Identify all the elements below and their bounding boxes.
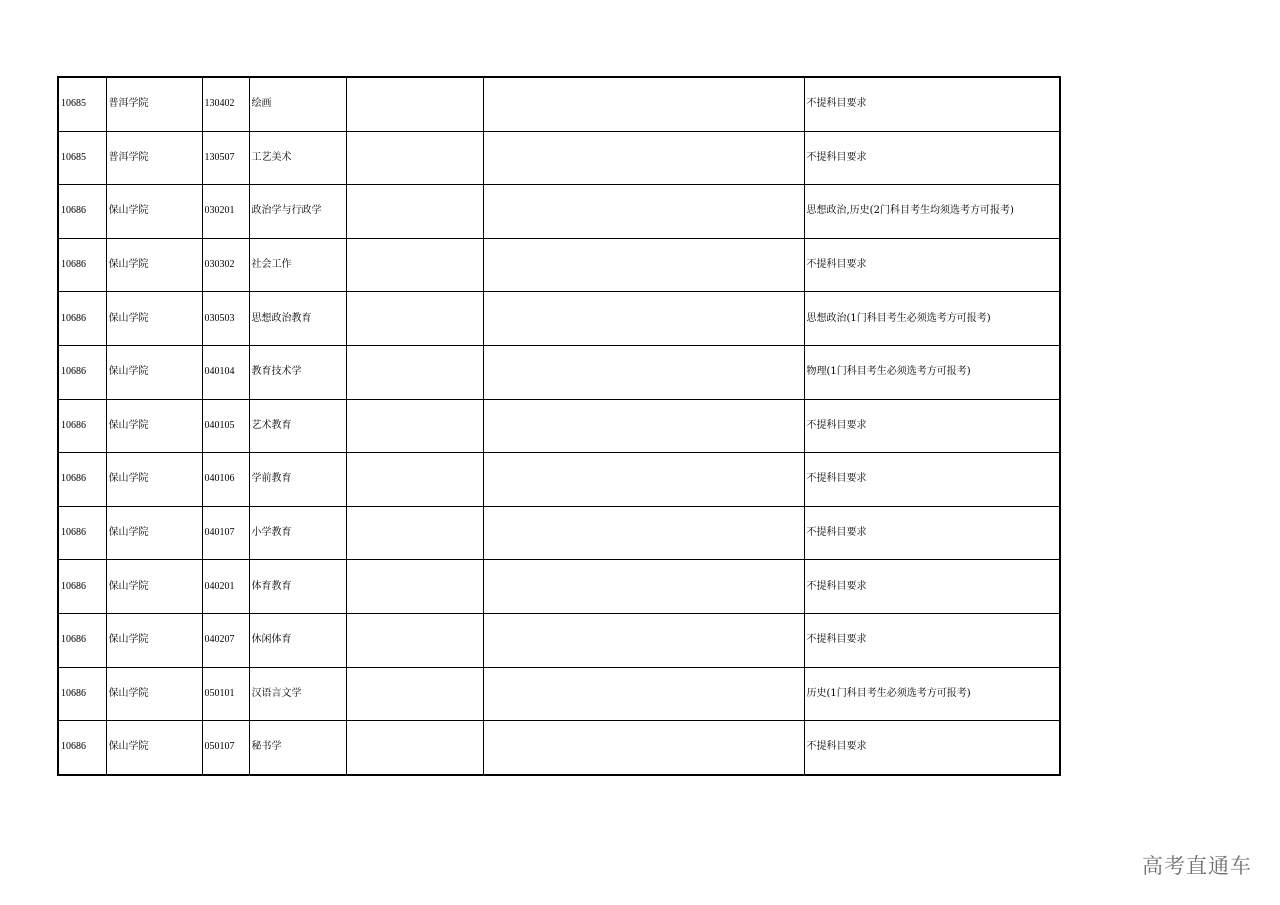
major-name-cell: 秘书学 xyxy=(249,721,346,775)
blank-cell-a xyxy=(346,399,483,453)
blank-cell-b xyxy=(483,399,804,453)
major-code-cell: 040105 xyxy=(202,399,249,453)
major-code-cell: 130507 xyxy=(202,131,249,185)
table-row xyxy=(58,238,1060,292)
subject-requirement-cell: 不提科目要求 xyxy=(804,453,1060,507)
major-name-cell: 汉语言文学 xyxy=(249,667,346,721)
blank-cell-a xyxy=(346,506,483,560)
table-row xyxy=(58,506,1060,560)
blank-cell-a xyxy=(346,292,483,346)
table-row xyxy=(58,453,1060,507)
table-row xyxy=(58,613,1060,667)
school-code-cell: 10685 xyxy=(58,77,106,131)
major-name-cell: 体育教育 xyxy=(249,560,346,614)
school-code-cell: 10686 xyxy=(58,453,106,507)
subject-requirement-cell: 历史(1门科目考生必须选考方可报考) xyxy=(804,667,1060,721)
school-code-cell: 10686 xyxy=(58,667,106,721)
blank-cell-a xyxy=(346,613,483,667)
major-name-cell: 教育技术学 xyxy=(249,345,346,399)
major-code-cell: 040201 xyxy=(202,560,249,614)
blank-cell-b xyxy=(483,77,804,131)
blank-cell-a xyxy=(346,453,483,507)
blank-cell-b xyxy=(483,721,804,775)
blank-cell-a xyxy=(346,345,483,399)
blank-cell-b xyxy=(483,185,804,239)
blank-cell-a xyxy=(346,238,483,292)
school-name-cell: 保山学院 xyxy=(106,238,202,292)
school-code-cell: 10686 xyxy=(58,613,106,667)
table-row xyxy=(58,560,1060,614)
blank-cell-b xyxy=(483,506,804,560)
school-name-cell: 保山学院 xyxy=(106,185,202,239)
major-name-cell: 工艺美术 xyxy=(249,131,346,185)
table-body xyxy=(58,77,1060,775)
major-code-cell: 030201 xyxy=(202,185,249,239)
major-code-cell: 130402 xyxy=(202,77,249,131)
major-name-cell: 思想政治教育 xyxy=(249,292,346,346)
subject-requirement-cell: 不提科目要求 xyxy=(804,399,1060,453)
school-code-cell: 10686 xyxy=(58,721,106,775)
watermark-text: 高考直通车 xyxy=(1142,854,1252,878)
blank-cell-b xyxy=(483,131,804,185)
school-name-cell: 保山学院 xyxy=(106,721,202,775)
major-name-cell: 休闲体育 xyxy=(249,613,346,667)
blank-cell-b xyxy=(483,613,804,667)
major-name-cell: 学前教育 xyxy=(249,453,346,507)
major-code-cell: 050107 xyxy=(202,721,249,775)
school-code-cell: 10685 xyxy=(58,131,106,185)
school-code-cell: 10686 xyxy=(58,292,106,346)
requirements-table xyxy=(57,76,1061,776)
subject-requirement-cell: 不提科目要求 xyxy=(804,721,1060,775)
school-name-cell: 保山学院 xyxy=(106,667,202,721)
subject-requirement-cell: 不提科目要求 xyxy=(804,77,1060,131)
blank-cell-a xyxy=(346,560,483,614)
table-row xyxy=(58,399,1060,453)
subject-requirement-cell: 物理(1门科目考生必须选考方可报考) xyxy=(804,345,1060,399)
blank-cell-a xyxy=(346,131,483,185)
school-name-cell: 普洱学院 xyxy=(106,77,202,131)
table-row xyxy=(58,345,1060,399)
blank-cell-b xyxy=(483,238,804,292)
major-code-cell: 050101 xyxy=(202,667,249,721)
major-code-cell: 040106 xyxy=(202,453,249,507)
blank-cell-a xyxy=(346,721,483,775)
major-code-cell: 030302 xyxy=(202,238,249,292)
major-code-cell: 040104 xyxy=(202,345,249,399)
table-row xyxy=(58,131,1060,185)
major-name-cell: 艺术教育 xyxy=(249,399,346,453)
school-name-cell: 保山学院 xyxy=(106,560,202,614)
subject-requirement-cell: 不提科目要求 xyxy=(804,131,1060,185)
school-code-cell: 10686 xyxy=(58,345,106,399)
blank-cell-a xyxy=(346,185,483,239)
major-code-cell: 040207 xyxy=(202,613,249,667)
major-code-cell: 030503 xyxy=(202,292,249,346)
table-row xyxy=(58,292,1060,346)
blank-cell-b xyxy=(483,560,804,614)
table-row xyxy=(58,77,1060,131)
school-code-cell: 10686 xyxy=(58,238,106,292)
blank-cell-b xyxy=(483,345,804,399)
school-name-cell: 保山学院 xyxy=(106,292,202,346)
school-name-cell: 保山学院 xyxy=(106,506,202,560)
school-code-cell: 10686 xyxy=(58,560,106,614)
table-row xyxy=(58,185,1060,239)
major-name-cell: 政治学与行政学 xyxy=(249,185,346,239)
table-row xyxy=(58,721,1060,775)
major-name-cell: 小学教育 xyxy=(249,506,346,560)
school-name-cell: 保山学院 xyxy=(106,399,202,453)
table-row xyxy=(58,667,1060,721)
blank-cell-a xyxy=(346,667,483,721)
major-code-cell: 040107 xyxy=(202,506,249,560)
school-name-cell: 保山学院 xyxy=(106,453,202,507)
school-code-cell: 10686 xyxy=(58,399,106,453)
subject-requirement-cell: 不提科目要求 xyxy=(804,613,1060,667)
blank-cell-b xyxy=(483,667,804,721)
subject-requirement-cell: 不提科目要求 xyxy=(804,238,1060,292)
school-name-cell: 普洱学院 xyxy=(106,131,202,185)
school-name-cell: 保山学院 xyxy=(106,345,202,399)
blank-cell-a xyxy=(346,77,483,131)
major-name-cell: 社会工作 xyxy=(249,238,346,292)
blank-cell-b xyxy=(483,453,804,507)
subject-requirement-cell: 不提科目要求 xyxy=(804,560,1060,614)
subject-requirement-cell: 思想政治(1门科目考生必须选考方可报考) xyxy=(804,292,1060,346)
subject-requirement-cell: 不提科目要求 xyxy=(804,506,1060,560)
school-code-cell: 10686 xyxy=(58,185,106,239)
major-name-cell: 绘画 xyxy=(249,77,346,131)
school-name-cell: 保山学院 xyxy=(106,613,202,667)
school-code-cell: 10686 xyxy=(58,506,106,560)
subject-requirement-cell: 思想政治,历史(2门科目考生均须选考方可报考) xyxy=(804,185,1060,239)
blank-cell-b xyxy=(483,292,804,346)
